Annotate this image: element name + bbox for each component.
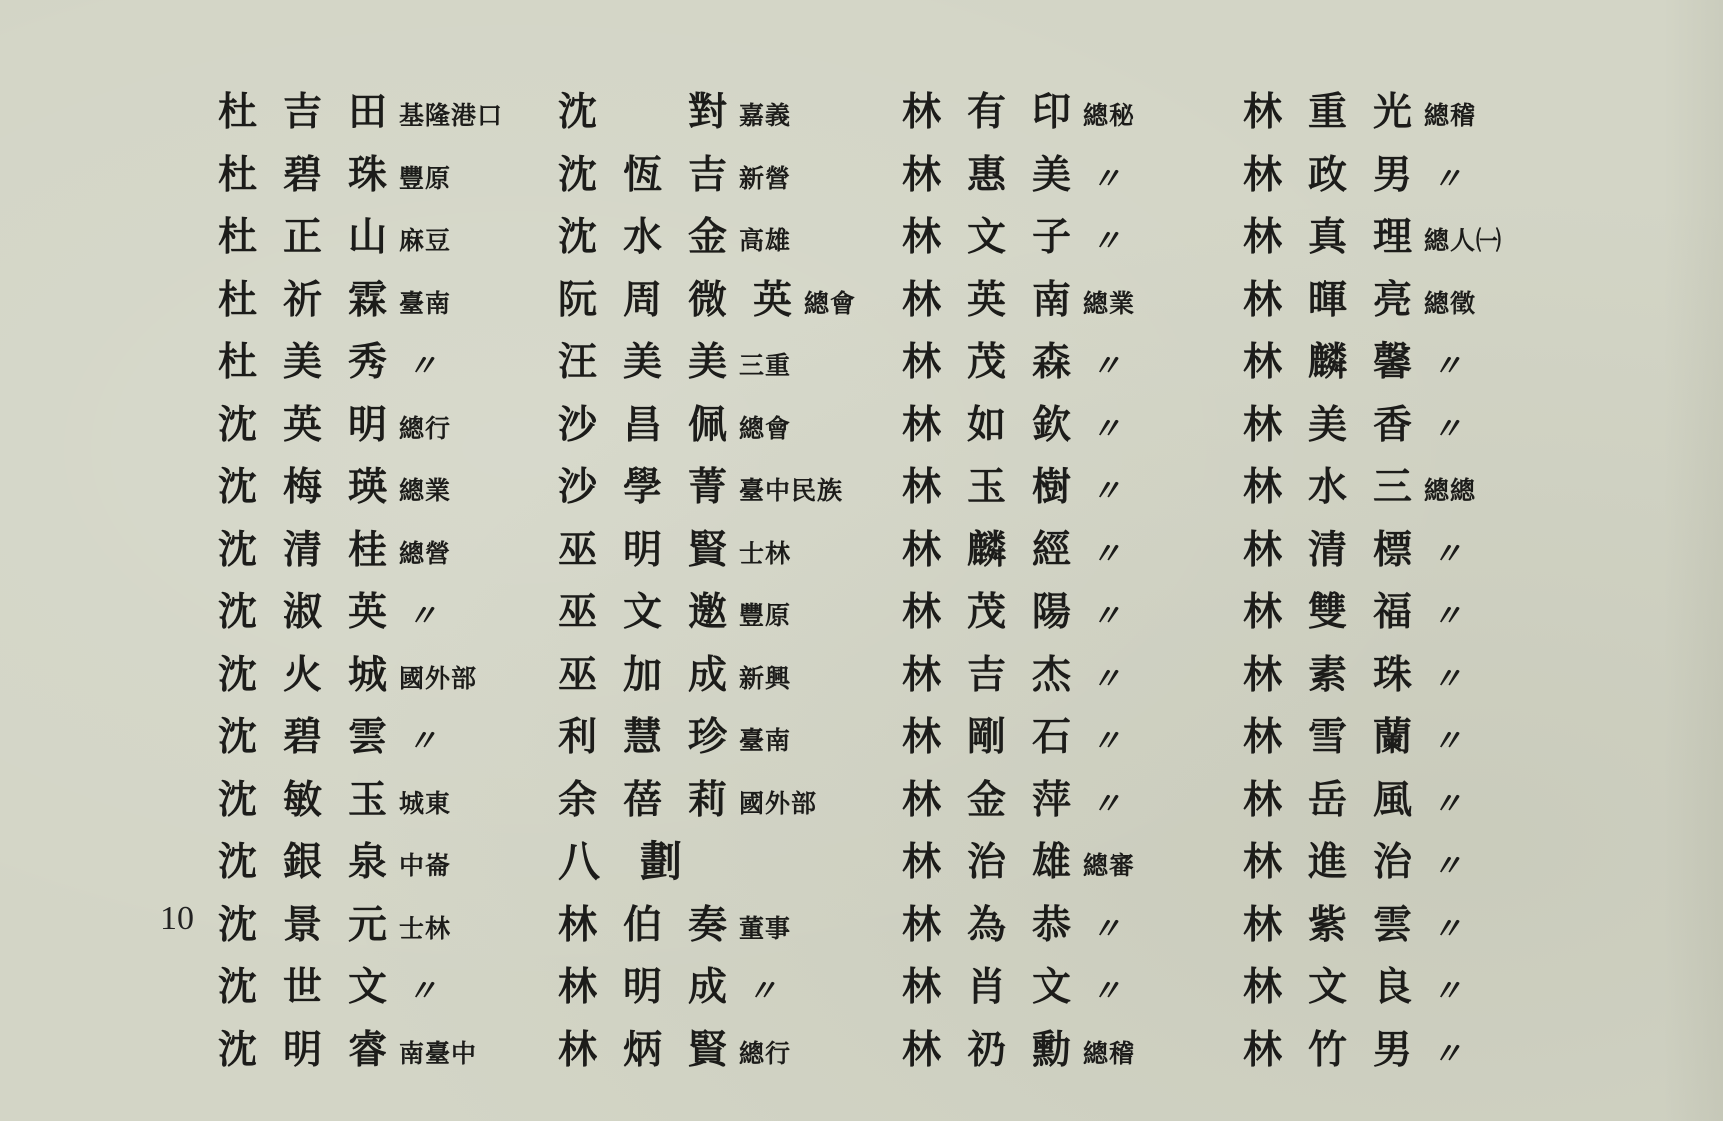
roster-entry: [218, 828, 598, 891]
person-name: 林文良: [1243, 965, 1439, 1011]
person-name: 林英南: [902, 277, 1098, 323]
person-name: 林肖文: [902, 965, 1098, 1011]
branch-label: 城東: [399, 788, 452, 818]
branch-label: 總人㈠: [1424, 226, 1503, 256]
person-name: 巫明賢: [558, 527, 754, 573]
roster-entry: [218, 1016, 598, 1079]
person-name: 林炳賢: [558, 1027, 754, 1073]
person-name: 杜碧珠: [218, 152, 414, 198]
branch-label: 臺中民族: [739, 476, 844, 506]
ditto-mark: 〃: [1432, 974, 1463, 1010]
roster-entry: [1243, 1016, 1623, 1079]
roster-entry: [902, 328, 1282, 391]
roster-entry: [902, 891, 1282, 954]
person-name: 林美香: [1243, 402, 1439, 448]
branch-label: 三重: [739, 351, 792, 381]
roster-entry: [218, 328, 598, 391]
person-name: 沈水金: [558, 215, 754, 261]
person-name: 巫加成: [558, 652, 754, 698]
ditto-mark: 〃: [407, 349, 438, 385]
branch-label: 總審: [1083, 851, 1136, 881]
person-name: 林有印: [902, 90, 1098, 136]
roster-entry: [902, 453, 1282, 516]
person-name: 沈世文: [218, 965, 414, 1011]
person-name: 沈梅瑛: [218, 465, 414, 511]
branch-label: 總會: [739, 413, 792, 443]
ditto-mark: 〃: [1432, 911, 1463, 947]
person-name: 沈明睿: [218, 1027, 414, 1073]
person-name: 林金萍: [902, 777, 1098, 823]
roster-entry: [218, 266, 598, 329]
roster-entry: [558, 453, 938, 516]
person-name: 林岳風: [1243, 777, 1439, 823]
roster-entry: [558, 78, 938, 141]
roster-entry: [558, 891, 938, 954]
roster-entry: [1243, 578, 1623, 641]
roster-entry: [218, 953, 598, 1016]
ditto-mark: 〃: [1091, 161, 1122, 197]
person-name: 阮周微英: [558, 277, 819, 323]
person-name: 林文子: [902, 215, 1098, 261]
roster-column-3: [902, 78, 1282, 1078]
ditto-mark: 〃: [1432, 599, 1463, 635]
roster-entry: [902, 766, 1282, 829]
ditto-mark: 〃: [1091, 599, 1122, 635]
branch-label: 總行: [399, 413, 452, 443]
person-name: 余蓓莉: [558, 777, 754, 823]
person-name: 林治雄: [902, 840, 1098, 886]
roster-entry: [1243, 953, 1623, 1016]
roster-entry: [902, 391, 1282, 454]
branch-label: 董事: [739, 913, 792, 943]
ditto-mark: 〃: [1091, 474, 1122, 510]
ditto-mark: 〃: [407, 724, 438, 760]
person-name: 沈英明: [218, 402, 414, 448]
roster-column-2: [558, 78, 938, 1078]
ditto-mark: 〃: [1432, 661, 1463, 697]
branch-label: 豐原: [399, 163, 452, 193]
roster-entry: [558, 141, 938, 204]
ditto-mark: 〃: [407, 599, 438, 635]
roster-entry: [1243, 641, 1623, 704]
person-name: 林真理: [1243, 215, 1439, 261]
person-name: 杜祈霖: [218, 277, 414, 323]
person-name: 杜吉田: [218, 90, 414, 136]
roster-entry: [218, 78, 598, 141]
roster-entry: [1243, 891, 1623, 954]
branch-label: 總會: [804, 288, 857, 318]
roster-entry: [1243, 78, 1623, 141]
ditto-mark: 〃: [1432, 1036, 1463, 1072]
ditto-mark: 〃: [1432, 849, 1463, 885]
person-name: 林重光: [1243, 90, 1439, 136]
ditto-mark: 〃: [1432, 786, 1463, 822]
person-name: 沈清桂: [218, 527, 414, 573]
roster-entry: [1243, 516, 1623, 579]
person-name: 沈火城: [218, 652, 414, 698]
roster-entry: [218, 141, 598, 204]
branch-label: 臺南: [399, 288, 452, 318]
person-name: 巫文邀: [558, 590, 754, 636]
roster-entry: [558, 766, 938, 829]
roster-entry: [902, 1016, 1282, 1079]
ditto-mark: 〃: [1091, 724, 1122, 760]
roster-entry: [558, 203, 938, 266]
branch-label: 總稽: [1424, 101, 1477, 131]
roster-entry: [218, 453, 598, 516]
person-name: 沙學菁: [558, 465, 754, 511]
roster-entry: [902, 828, 1282, 891]
branch-label: 麻豆: [399, 226, 452, 256]
roster-entry: [1243, 703, 1623, 766]
person-name: 林紫雲: [1243, 902, 1439, 948]
branch-label: 士林: [739, 538, 792, 568]
roster-entry: [218, 703, 598, 766]
ditto-mark: 〃: [1091, 349, 1122, 385]
person-name: 林進治: [1243, 840, 1439, 886]
ditto-mark: 〃: [1432, 161, 1463, 197]
person-name: 林茂陽: [902, 590, 1098, 636]
person-name: 林礽勳: [902, 1027, 1098, 1073]
branch-label: 總稽: [1083, 1038, 1136, 1068]
roster-entry: [558, 328, 938, 391]
ditto-mark: 〃: [1091, 786, 1122, 822]
roster-entry: [1243, 141, 1623, 204]
roster-entry: [558, 266, 938, 329]
roster-entry: [1243, 266, 1623, 329]
ditto-mark: 〃: [747, 974, 778, 1010]
roster-entry: [218, 766, 598, 829]
person-name: 林惠美: [902, 152, 1098, 198]
person-name: 汪美美: [558, 340, 754, 386]
person-name: 林政男: [1243, 152, 1439, 198]
roster-entry: [902, 953, 1282, 1016]
ditto-mark: 〃: [1091, 974, 1122, 1010]
person-name: 沈淑英: [218, 590, 414, 636]
person-name: 林素珠: [1243, 652, 1439, 698]
roster-entry: [558, 516, 938, 579]
roster-column-4: [1243, 78, 1623, 1078]
roster-entry: [558, 578, 938, 641]
roster-entry: [558, 391, 938, 454]
person-name: 林水三: [1243, 465, 1439, 511]
branch-label: 南臺中: [399, 1038, 478, 1068]
ditto-mark: 〃: [1432, 536, 1463, 572]
person-name: 林為恭: [902, 902, 1098, 948]
person-name: 林吉杰: [902, 652, 1098, 698]
roster-entry: [902, 578, 1282, 641]
branch-label: 新興: [739, 663, 792, 693]
ditto-mark: 〃: [1091, 411, 1122, 447]
person-name: 沈銀泉: [218, 840, 414, 886]
roster-entry: [1243, 453, 1623, 516]
branch-label: 總業: [399, 476, 452, 506]
ditto-mark: 〃: [1091, 911, 1122, 947]
person-name: 林雪蘭: [1243, 715, 1439, 761]
branch-label: 基隆港口: [399, 101, 504, 131]
roster-entry: [1243, 328, 1623, 391]
person-name: 林玉樹: [902, 465, 1098, 511]
branch-label: 總徵: [1424, 288, 1477, 318]
person-name: 沈 對: [558, 90, 754, 136]
branch-label: 總行: [739, 1038, 792, 1068]
roster-entry: [1243, 391, 1623, 454]
person-name: 林剛石: [902, 715, 1098, 761]
branch-label: 士林: [399, 913, 452, 943]
person-name: 林明成: [558, 965, 754, 1011]
ditto-mark: 〃: [1432, 724, 1463, 760]
person-name: 沈景元: [218, 902, 414, 948]
roster-entry: [902, 703, 1282, 766]
roster-entry: [1243, 203, 1623, 266]
branch-label: 中崙: [399, 851, 452, 881]
roster-entry: [902, 141, 1282, 204]
section-heading-row: [558, 828, 938, 891]
person-name: 沈恆吉: [558, 152, 754, 198]
roster-entry: [902, 78, 1282, 141]
person-name: 林竹男: [1243, 1027, 1439, 1073]
roster-entry: [218, 641, 598, 704]
person-name: 林清標: [1243, 527, 1439, 573]
roster-column-1: [218, 78, 598, 1078]
person-name: 杜美秀: [218, 340, 414, 386]
branch-label: 總營: [399, 538, 452, 568]
roster-entry: [558, 1016, 938, 1079]
branch-label: 新營: [739, 163, 792, 193]
ditto-mark: 〃: [1432, 411, 1463, 447]
branch-label: 高雄: [739, 226, 792, 256]
person-name: 林雙福: [1243, 590, 1439, 636]
branch-label: 臺南: [739, 726, 792, 756]
page-fold-shadow: [1663, 0, 1723, 1121]
branch-label: 國外部: [739, 788, 818, 818]
person-name: 林伯奏: [558, 902, 754, 948]
person-name: 林麟經: [902, 527, 1098, 573]
person-name: 沙昌佩: [558, 402, 754, 448]
branch-label: 總秘: [1083, 101, 1136, 131]
person-name: 林茂森: [902, 340, 1098, 386]
branch-label: 總業: [1083, 288, 1136, 318]
roster-entry: [902, 266, 1282, 329]
roster-entry: [218, 516, 598, 579]
person-name: 沈敏玉: [218, 777, 414, 823]
roster-entry: [218, 391, 598, 454]
ditto-mark: 〃: [1432, 349, 1463, 385]
ditto-mark: 〃: [1091, 661, 1122, 697]
roster-entry: [218, 203, 598, 266]
branch-label: 總總: [1424, 476, 1477, 506]
roster-entry: [902, 203, 1282, 266]
person-name: 林暉亮: [1243, 277, 1439, 323]
page-number: 10: [160, 900, 194, 937]
ditto-mark: 〃: [1091, 224, 1122, 260]
roster-entry: [218, 578, 598, 641]
ditto-mark: 〃: [407, 974, 438, 1010]
roster-entry: [1243, 828, 1623, 891]
section-heading: 八劃: [558, 837, 723, 887]
roster-entry: [558, 641, 938, 704]
roster-entry: [902, 516, 1282, 579]
roster-entry: [1243, 766, 1623, 829]
person-name: 沈碧雲: [218, 715, 414, 761]
person-name: 杜正山: [218, 215, 414, 261]
branch-label: 豐原: [739, 601, 792, 631]
roster-entry: [902, 641, 1282, 704]
person-name: 林麟馨: [1243, 340, 1439, 386]
branch-label: 嘉義: [739, 101, 792, 131]
ditto-mark: 〃: [1091, 536, 1122, 572]
roster-entry: [558, 703, 938, 766]
roster-entry: [218, 891, 598, 954]
roster-entry: [558, 953, 938, 1016]
person-name: 利慧珍: [558, 715, 754, 761]
branch-label: 國外部: [399, 663, 478, 693]
person-name: 林如欽: [902, 402, 1098, 448]
